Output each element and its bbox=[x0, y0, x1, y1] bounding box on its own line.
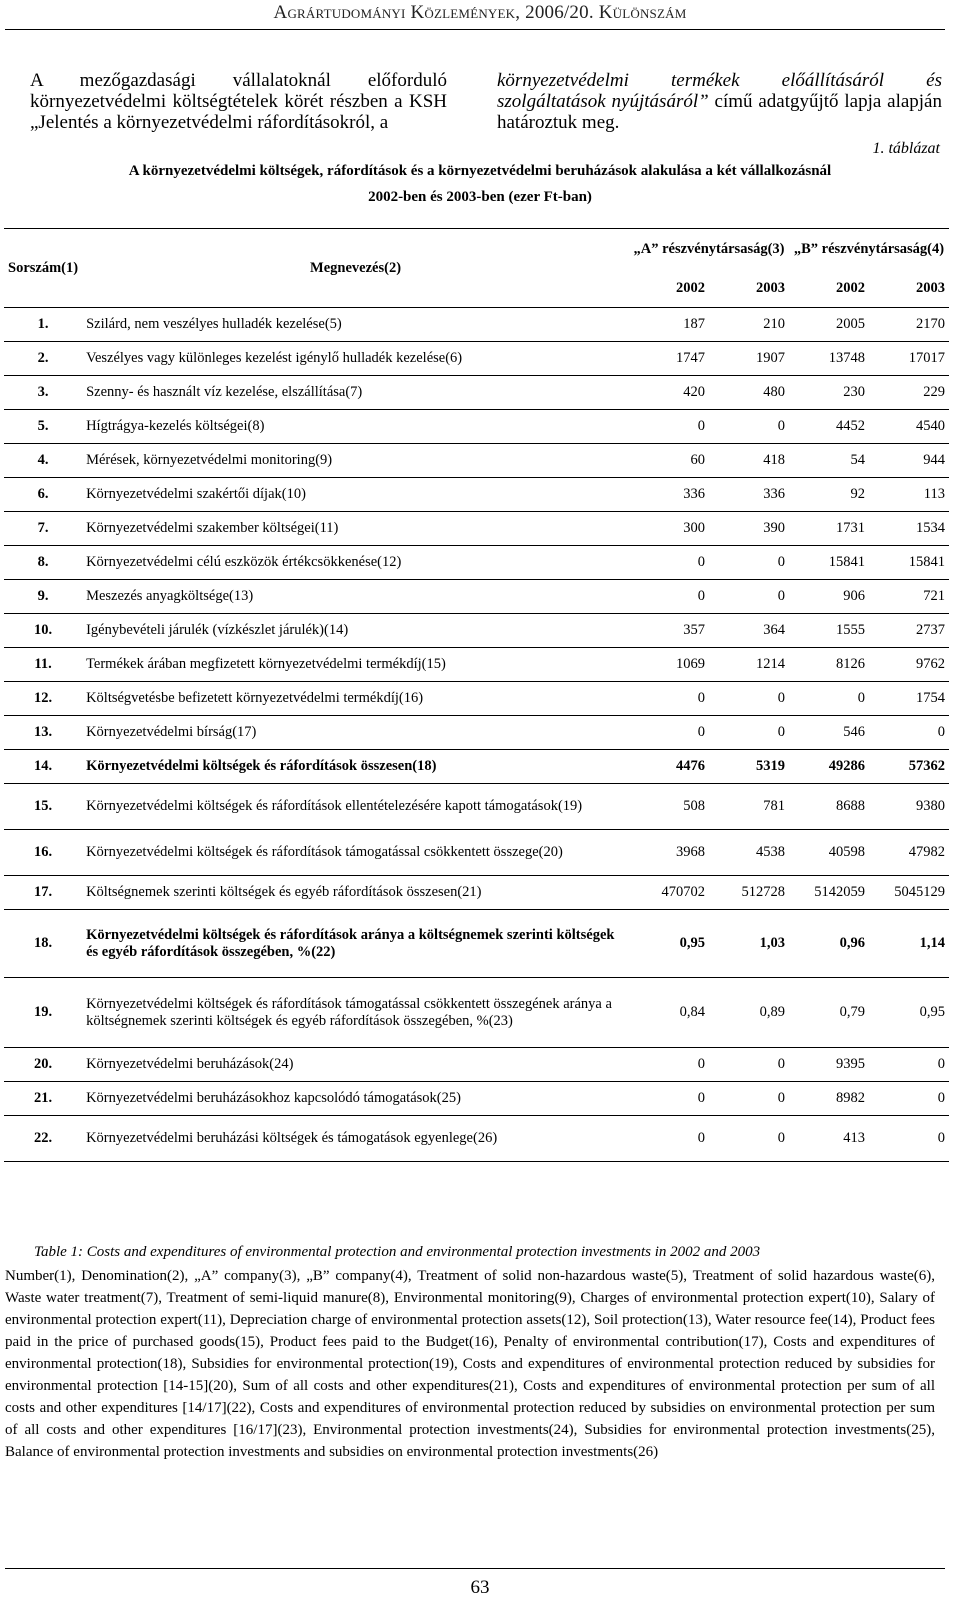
row-value: 49286 bbox=[789, 750, 869, 784]
row-number: 22. bbox=[4, 1116, 82, 1162]
row-value: 0 bbox=[629, 546, 709, 580]
row-value: 1747 bbox=[629, 342, 709, 376]
table-row bbox=[4, 750, 949, 784]
row-value: 1069 bbox=[629, 648, 709, 682]
row-value: 0 bbox=[709, 1116, 789, 1162]
table-row bbox=[4, 910, 949, 978]
row-name: Környezetvédelmi célú eszközök értékcsökkenése(12) bbox=[82, 546, 629, 580]
row-name: Veszélyes vagy különleges kezelést igénylő hulladék kezelése(6) bbox=[82, 342, 629, 376]
row-number: 12. bbox=[4, 682, 82, 716]
row-number: 10. bbox=[4, 614, 82, 648]
row-value: 9395 bbox=[789, 1048, 869, 1082]
row-value: 57362 bbox=[869, 750, 949, 784]
table-row bbox=[4, 830, 949, 876]
table-row bbox=[4, 444, 949, 478]
row-value: 336 bbox=[629, 478, 709, 512]
row-number: 3. bbox=[4, 376, 82, 410]
row-number: 14. bbox=[4, 750, 82, 784]
table-row bbox=[4, 376, 949, 410]
row-name: Igénybevételi járulék (vízkészlet járulék)(14) bbox=[82, 614, 629, 648]
row-number: 13. bbox=[4, 716, 82, 750]
row-value: 0 bbox=[629, 410, 709, 444]
row-value: 8982 bbox=[789, 1082, 869, 1116]
row-value: 0 bbox=[869, 1116, 949, 1162]
row-value: 420 bbox=[629, 376, 709, 410]
row-name: Mérések, környezetvédelmi monitoring(9) bbox=[82, 444, 629, 478]
row-number: 5. bbox=[4, 410, 82, 444]
row-value: 8688 bbox=[789, 784, 869, 830]
table-row bbox=[4, 512, 949, 546]
row-value: 15841 bbox=[869, 546, 949, 580]
row-number: 17. bbox=[4, 876, 82, 910]
row-name: Környezetvédelmi szakértői díjak(10) bbox=[82, 478, 629, 512]
english-caption: Table 1: Costs and expenditures of environmental protection and environmental protection investments in 2002 and 2003 bbox=[34, 1244, 761, 1260]
row-value: 390 bbox=[709, 512, 789, 546]
table-row bbox=[4, 876, 949, 910]
intro-left-column bbox=[30, 70, 447, 133]
row-value: 9762 bbox=[869, 648, 949, 682]
row-name: Környezetvédelmi bírság(17) bbox=[82, 716, 629, 750]
intro-right-italic: környezetvédelmi termékek előállításáról és szolgáltatások nyújtásáról” bbox=[497, 70, 942, 112]
row-number: 20. bbox=[4, 1048, 82, 1082]
table-row bbox=[4, 648, 949, 682]
row-value: 0 bbox=[709, 682, 789, 716]
footer-rule bbox=[5, 1568, 945, 1569]
row-name: Környezetvédelmi beruházások(24) bbox=[82, 1048, 629, 1082]
table-row bbox=[4, 978, 949, 1048]
table-row bbox=[4, 478, 949, 512]
row-value: 1214 bbox=[709, 648, 789, 682]
row-value: 1731 bbox=[789, 512, 869, 546]
row-value: 0 bbox=[629, 716, 709, 750]
row-value: 13748 bbox=[789, 342, 869, 376]
row-number: 19. bbox=[4, 978, 82, 1048]
row-value: 187 bbox=[629, 308, 709, 342]
row-value: 0,79 bbox=[789, 978, 869, 1048]
table-row bbox=[4, 1116, 949, 1162]
row-value: 0,95 bbox=[629, 910, 709, 978]
row-value: 2005 bbox=[789, 308, 869, 342]
row-value: 1534 bbox=[869, 512, 949, 546]
row-value: 0 bbox=[709, 1048, 789, 1082]
col-header-name: Megnevezés(2) bbox=[82, 229, 629, 308]
intro-left-text: A mezőgazdasági vállalatoknál előforduló környezetvédelmi költségtételek körét részben a KSH „Jelentés a környezetvédelmi ráfordításokról, a bbox=[30, 70, 447, 133]
row-number: 18. bbox=[4, 910, 82, 978]
row-value: 54 bbox=[789, 444, 869, 478]
page-number: 63 bbox=[470, 1577, 490, 1598]
row-value: 230 bbox=[789, 376, 869, 410]
table-row bbox=[4, 546, 949, 580]
row-value: 0 bbox=[629, 682, 709, 716]
row-value: 4538 bbox=[709, 830, 789, 876]
table-caption-line2: 2002-ben és 2003-ben (ezer Ft-ban) bbox=[368, 189, 592, 205]
row-name: Hígtrágya-kezelés költségei(8) bbox=[82, 410, 629, 444]
row-value: 2170 bbox=[869, 308, 949, 342]
row-value: 5045129 bbox=[869, 876, 949, 910]
row-value: 300 bbox=[629, 512, 709, 546]
row-value: 210 bbox=[709, 308, 789, 342]
row-value: 418 bbox=[709, 444, 789, 478]
row-value: 60 bbox=[629, 444, 709, 478]
row-name: Termékek árában megfizetett környezetvédelmi termékdíj(15) bbox=[82, 648, 629, 682]
row-name: Környezetvédelmi költségek és ráfordítások összesen(18) bbox=[82, 750, 629, 784]
row-name: Környezetvédelmi beruházási költségek és támogatások egyenlege(26) bbox=[82, 1116, 629, 1162]
col-header-company-a: „A” részvénytársaság(3) bbox=[629, 229, 789, 270]
row-value: 546 bbox=[789, 716, 869, 750]
row-name: Költségnemek szerinti költségek és egyéb ráfordítások összesen(21) bbox=[82, 876, 629, 910]
row-value: 508 bbox=[629, 784, 709, 830]
row-value: 0 bbox=[709, 410, 789, 444]
table-row bbox=[4, 1048, 949, 1082]
row-name: Környezetvédelmi szakember költségei(11) bbox=[82, 512, 629, 546]
row-value: 5142059 bbox=[789, 876, 869, 910]
row-name: Környezetvédelmi költségek és ráfordítások támogatással csökkentett összege(20) bbox=[82, 830, 629, 876]
table-row bbox=[4, 614, 949, 648]
row-value: 0,95 bbox=[869, 978, 949, 1048]
row-value: 92 bbox=[789, 478, 869, 512]
row-number: 7. bbox=[4, 512, 82, 546]
row-value: 0 bbox=[709, 546, 789, 580]
row-value: 9380 bbox=[869, 784, 949, 830]
table-row bbox=[4, 682, 949, 716]
intro-right-column bbox=[497, 70, 942, 133]
row-value: 4476 bbox=[629, 750, 709, 784]
row-value: 0 bbox=[869, 1082, 949, 1116]
row-value: 1555 bbox=[789, 614, 869, 648]
row-value: 0,89 bbox=[709, 978, 789, 1048]
row-value: 3968 bbox=[629, 830, 709, 876]
row-value: 0 bbox=[869, 716, 949, 750]
row-number: 8. bbox=[4, 546, 82, 580]
row-value: 8126 bbox=[789, 648, 869, 682]
table-row bbox=[4, 580, 949, 614]
year-header: 2002 bbox=[789, 269, 869, 308]
col-header-company-b: „B” részvénytársaság(4) bbox=[789, 229, 949, 270]
row-value: 0 bbox=[629, 1082, 709, 1116]
year-header: 2003 bbox=[869, 269, 949, 308]
row-value: 1907 bbox=[709, 342, 789, 376]
row-value: 40598 bbox=[789, 830, 869, 876]
row-number: 4. bbox=[4, 444, 82, 478]
row-value: 1,03 bbox=[709, 910, 789, 978]
year-header: 2002 bbox=[629, 269, 709, 308]
row-value: 906 bbox=[789, 580, 869, 614]
row-value: 364 bbox=[709, 614, 789, 648]
row-name: Környezetvédelmi költségek és ráfordítások aránya a költségnemek szerinti költségek és egyéb ráfordítások összegében, %(22) bbox=[82, 910, 629, 978]
row-value: 4452 bbox=[789, 410, 869, 444]
row-number: 21. bbox=[4, 1082, 82, 1116]
header-rule bbox=[5, 29, 945, 30]
row-value: 0 bbox=[629, 1048, 709, 1082]
row-name: Költségvetésbe befizetett környezetvédelmi termékdíj(16) bbox=[82, 682, 629, 716]
row-name: Meszezés anyagköltsége(13) bbox=[82, 580, 629, 614]
table-caption-line1: A környezetvédelmi költségek, ráfordítások és a környezetvédelmi beruházások alakulása a két vállalkozásnál bbox=[128, 163, 832, 179]
row-number: 16. bbox=[4, 830, 82, 876]
row-value: 113 bbox=[869, 478, 949, 512]
table-header-row bbox=[4, 229, 949, 270]
row-value: 0 bbox=[709, 580, 789, 614]
row-value: 17017 bbox=[869, 342, 949, 376]
year-header: 2003 bbox=[709, 269, 789, 308]
row-name: Szenny- és használt víz kezelése, elszállítása(7) bbox=[82, 376, 629, 410]
row-value: 1754 bbox=[869, 682, 949, 716]
row-value: 470702 bbox=[629, 876, 709, 910]
row-number: 9. bbox=[4, 580, 82, 614]
row-value: 512728 bbox=[709, 876, 789, 910]
row-number: 6. bbox=[4, 478, 82, 512]
row-value: 4540 bbox=[869, 410, 949, 444]
row-value: 47982 bbox=[869, 830, 949, 876]
row-value: 1,14 bbox=[869, 910, 949, 978]
table-row bbox=[4, 342, 949, 376]
row-name: Szilárd, nem veszélyes hulladék kezelése(5) bbox=[82, 308, 629, 342]
row-value: 721 bbox=[869, 580, 949, 614]
row-number: 1. bbox=[4, 308, 82, 342]
row-value: 781 bbox=[709, 784, 789, 830]
row-name: Környezetvédelmi beruházásokhoz kapcsolódó támogatások(25) bbox=[82, 1082, 629, 1116]
table-body bbox=[4, 308, 949, 1162]
row-value: 2737 bbox=[869, 614, 949, 648]
row-value: 0 bbox=[789, 682, 869, 716]
table-row bbox=[4, 716, 949, 750]
intro-right-normal: című adatgyűjtő lapja alapján határoztuk meg. bbox=[497, 91, 942, 133]
row-number: 11. bbox=[4, 648, 82, 682]
row-value: 229 bbox=[869, 376, 949, 410]
row-value: 0 bbox=[869, 1048, 949, 1082]
row-number: 15. bbox=[4, 784, 82, 830]
col-header-number: Sorszám(1) bbox=[4, 229, 82, 308]
row-value: 0 bbox=[629, 1116, 709, 1162]
row-value: 0,96 bbox=[789, 910, 869, 978]
row-value: 944 bbox=[869, 444, 949, 478]
data-table bbox=[4, 228, 949, 1162]
row-value: 15841 bbox=[789, 546, 869, 580]
row-number: 2. bbox=[4, 342, 82, 376]
table-label: 1. táblázat bbox=[872, 140, 940, 157]
row-value: 0 bbox=[629, 580, 709, 614]
row-value: 480 bbox=[709, 376, 789, 410]
row-name: Környezetvédelmi költségek és ráfordítások ellentételezésére kapott támogatások(19) bbox=[82, 784, 629, 830]
table-row bbox=[4, 410, 949, 444]
row-value: 413 bbox=[789, 1116, 869, 1162]
row-name: Környezetvédelmi költségek és ráfordítások támogatással csökkentett összegének aránya a költségnemek szerinti költségek és egyéb ráfordítások összegében, %(23) bbox=[82, 978, 629, 1048]
table-row bbox=[4, 308, 949, 342]
row-value: 0 bbox=[709, 1082, 789, 1116]
table-row bbox=[4, 1082, 949, 1116]
row-value: 0,84 bbox=[629, 978, 709, 1048]
table-row bbox=[4, 784, 949, 830]
row-value: 0 bbox=[709, 716, 789, 750]
journal-title: Agrártudományi Közlemények, 2006/20. Különszám bbox=[273, 2, 687, 23]
row-value: 5319 bbox=[709, 750, 789, 784]
running-header bbox=[0, 2, 960, 24]
english-legend: Number(1), Denomination(2), „A” company(3), „B” company(4), Treatment of solid non-hazardous waste(5), Treatment of solid hazardous waste(6), Waste water treatment(7), Treatment of semi-liquid manure(8), Environmental monitoring(9), Charges of environmental protection expert(10), Salary of environmental protection expert(11), Depreciation charge of environmental protection assets(12), Soil protection(13), Water resource fee(14), Product fees paid in the price of purchased goods(15), Product fees paid to the Budget(16), Penalty of environmental contribution(17), Costs and expenditures of environmental protection(18), Subsidies for environmental protection(19), Costs and expenditures of environmental protection reduced by subsidies for environmental protection [14-15](20), Sum of all costs and other expenditures(21), Costs and expenditures of environmental protection per sum of all costs and other expenditures [14/17](22), Costs and expenditures of environmental protection reduced by subsidies on environmental protection per sum of all costs and other expenditures [16/17](23), Environmental protection investments(24), Subsidies for environmental protection investments(25), Balance of environmental protection investments and subsidies on environmental protection investments(26) bbox=[5, 1268, 935, 1460]
row-value: 357 bbox=[629, 614, 709, 648]
row-value: 336 bbox=[709, 478, 789, 512]
